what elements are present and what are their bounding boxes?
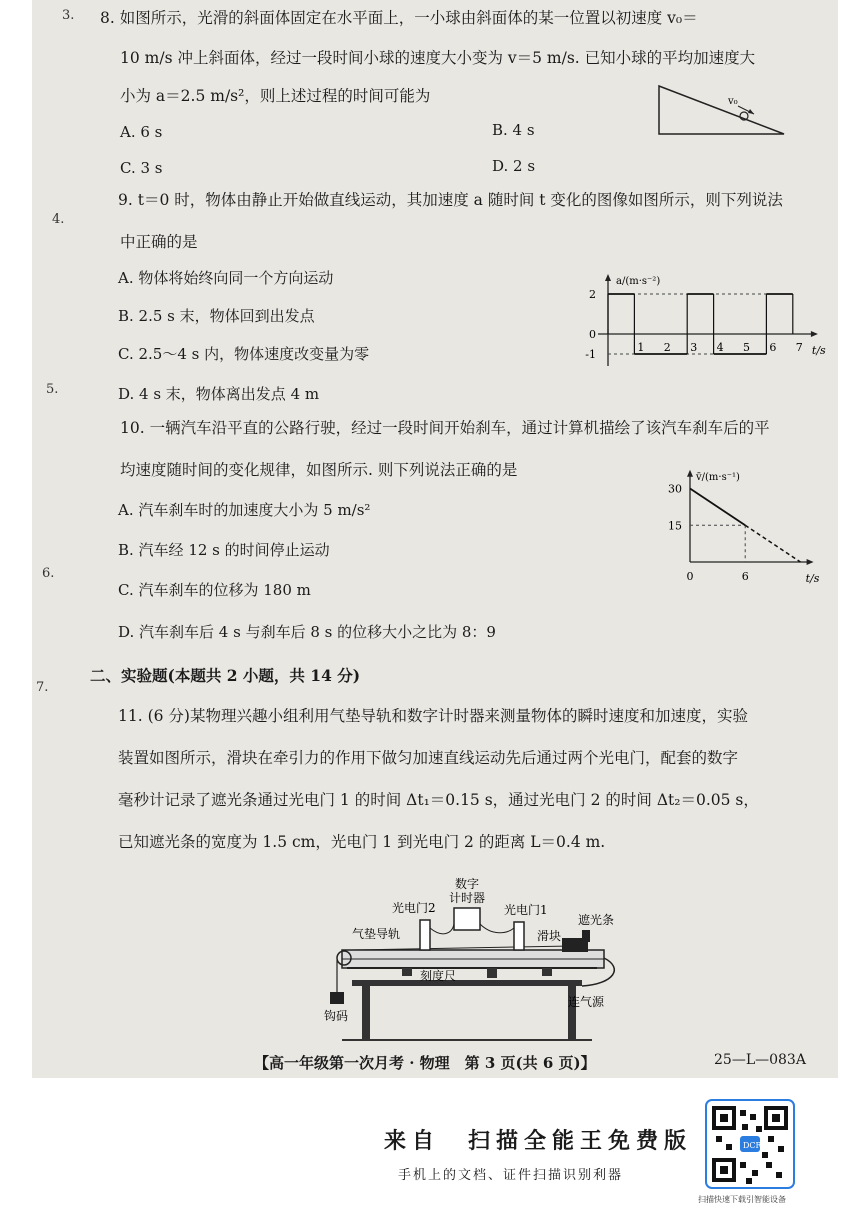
x-tick-label: 4 (716, 341, 724, 354)
y-axis-arrow (687, 470, 693, 477)
q9-line2: 中正确的是 (120, 233, 198, 251)
slider-label: 滑块 (537, 929, 562, 943)
q8-option-b: B. 4 s (492, 121, 535, 139)
incline-figure (654, 80, 794, 140)
q8-line2: 10 m/s 冲上斜面体，经过一段时间小球的速度大小变为 v＝5 m/s. 已知小球的平均加速度大 (120, 49, 756, 67)
x-tick-label: 6 (769, 341, 777, 354)
air-label: 连气源 (568, 995, 605, 1009)
q9-option-d: D. 4 s 末，物体离出发点 4 m (118, 385, 320, 403)
q8-option-a: A. 6 s (120, 123, 163, 141)
air-track-apparatus-figure (292, 868, 622, 1048)
q11-line1: 11. (6 分)某物理兴趣小组利用气垫导轨和数字计时器来测量物体的瞬时速度和加速度，实验 (118, 707, 748, 725)
q8-option-d: D. 2 s (492, 157, 536, 175)
q10-option-c: C. 汽车刹车的位移为 180 m (118, 581, 311, 599)
weight-label: 钩码 (324, 1009, 349, 1023)
margin-number: 6. (42, 566, 55, 581)
qr-center-label: DCR (743, 1141, 762, 1150)
scanner-brand-line2: 手机上的文档、证件扫描识别利器 (398, 1168, 624, 1183)
q10-option-b: B. 汽车经 12 s 的时间停止运动 (118, 541, 330, 559)
margin-number: 5. (46, 382, 59, 397)
page-footer-code: 25—L—083A (714, 1052, 806, 1068)
ruler-label: 刻度尺 (420, 969, 457, 983)
y-axis-arrow (605, 274, 611, 281)
y-tick-label: 15 (668, 519, 682, 533)
shade-label: 遮光条 (578, 913, 615, 927)
velocity-line-dashed (745, 525, 800, 562)
q10-line1: 10. 一辆汽车沿平直的公路行驶，经过一段时间开始刹车，通过计算机描绘了该汽车刹车后的平 (120, 419, 770, 437)
q8-line3: 小为 a＝2.5 m/s²，则上述过程的时间可能为 (120, 87, 431, 105)
x-axis-label: t/s (805, 572, 820, 585)
margin-number: 3. (62, 8, 75, 23)
timer-label-2: 计时器 (449, 891, 486, 905)
q11-line4: 已知遮光条的宽度为 1.5 cm，光电门 1 到光电门 2 的距离 L＝0.4 m. (118, 833, 606, 851)
y-axis-label: v̄/(m·s⁻¹) (696, 471, 740, 483)
y-tick-label: 0 (589, 328, 596, 341)
x-tick-label: 6 (741, 570, 749, 583)
section-heading: 二、实验题(本题共 2 小题，共 14 分) (90, 666, 361, 685)
x-axis-arrow (811, 331, 818, 337)
x-tick-label: 1 (637, 341, 645, 354)
gate2-label: 光电门2 (392, 901, 436, 915)
x-tick-label: 3 (690, 341, 698, 354)
q9-option-a: A. 物体将始终向同一个方向运动 (118, 269, 334, 287)
x-tick-label: 2 (663, 341, 671, 354)
qr-code[interactable] (706, 1100, 794, 1188)
q8-line1: 8. 如图所示，光滑的斜面体固定在水平面上，一小球由斜面体的某一位置以初速度 v₀＝ (100, 9, 698, 27)
gate1-label: 光电门1 (504, 903, 548, 917)
x-tick-label: 7 (795, 341, 803, 354)
x-tick-label: 5 (743, 341, 750, 354)
v0-label: v₀ (728, 96, 738, 107)
y-tick-label: 2 (589, 288, 596, 301)
q10-option-a: A. 汽车刹车时的加速度大小为 5 m/s² (118, 501, 371, 519)
exam-page (32, 0, 838, 1078)
q10-line2: 均速度随时间的变化规律，如图所示. 则下列说法正确的是 (120, 461, 518, 479)
q11-line2: 装置如图所示，滑块在牵引力的作用下做匀加速直线运动先后通过两个光电门，配套的数字 (118, 749, 739, 767)
y-tick-label: -1 (585, 348, 596, 361)
avg-velocity-time-chart (632, 452, 822, 588)
q9-option-b: B. 2.5 s 末，物体回到出发点 (118, 307, 315, 325)
acceleration-time-chart (542, 256, 826, 386)
y-axis-label: a/(m·s⁻²) (616, 276, 661, 287)
scanner-brand-line1: 来自 扫描全能王免费版 (384, 1129, 693, 1154)
q10-option-d: D. 汽车刹车后 4 s 与刹车后 8 s 的位移大小之比为 8：9 (118, 623, 496, 641)
x-axis-arrow (807, 559, 814, 565)
margin-number: 7. (36, 680, 49, 695)
velocity-line-solid (690, 489, 745, 526)
q9-line1: 9. t＝0 时，物体由静止开始做直线运动，其加速度 a 随时间 t 变化的图像如图所示，则下列说法 (118, 191, 783, 209)
qr-code-icon (706, 1100, 794, 1188)
q9-option-c: C. 2.5～4 s 内，物体速度改变量为零 (118, 345, 370, 363)
x-tick-label: 0 (686, 570, 694, 583)
q11-line3: 毫秒计记录了遮光条通过光电门 1 的时间 Δt₁＝0.15 s，通过光电门 2 的时间 Δt₂＝0.05 s， (118, 791, 759, 809)
q8-option-c: C. 3 s (120, 159, 163, 177)
page-footer-title: 【高一年级第一次月考 · 物理 第 3 页(共 6 页)】 (254, 1054, 596, 1072)
track-label: 气垫导轨 (352, 927, 401, 941)
x-axis-label: t/s (811, 344, 826, 357)
timer-label-1: 数字 (455, 877, 480, 891)
qr-caption: 扫描快速下载引智能设备 (698, 1195, 786, 1204)
margin-number: 4. (52, 212, 65, 227)
y-tick-label: 30 (668, 482, 682, 496)
